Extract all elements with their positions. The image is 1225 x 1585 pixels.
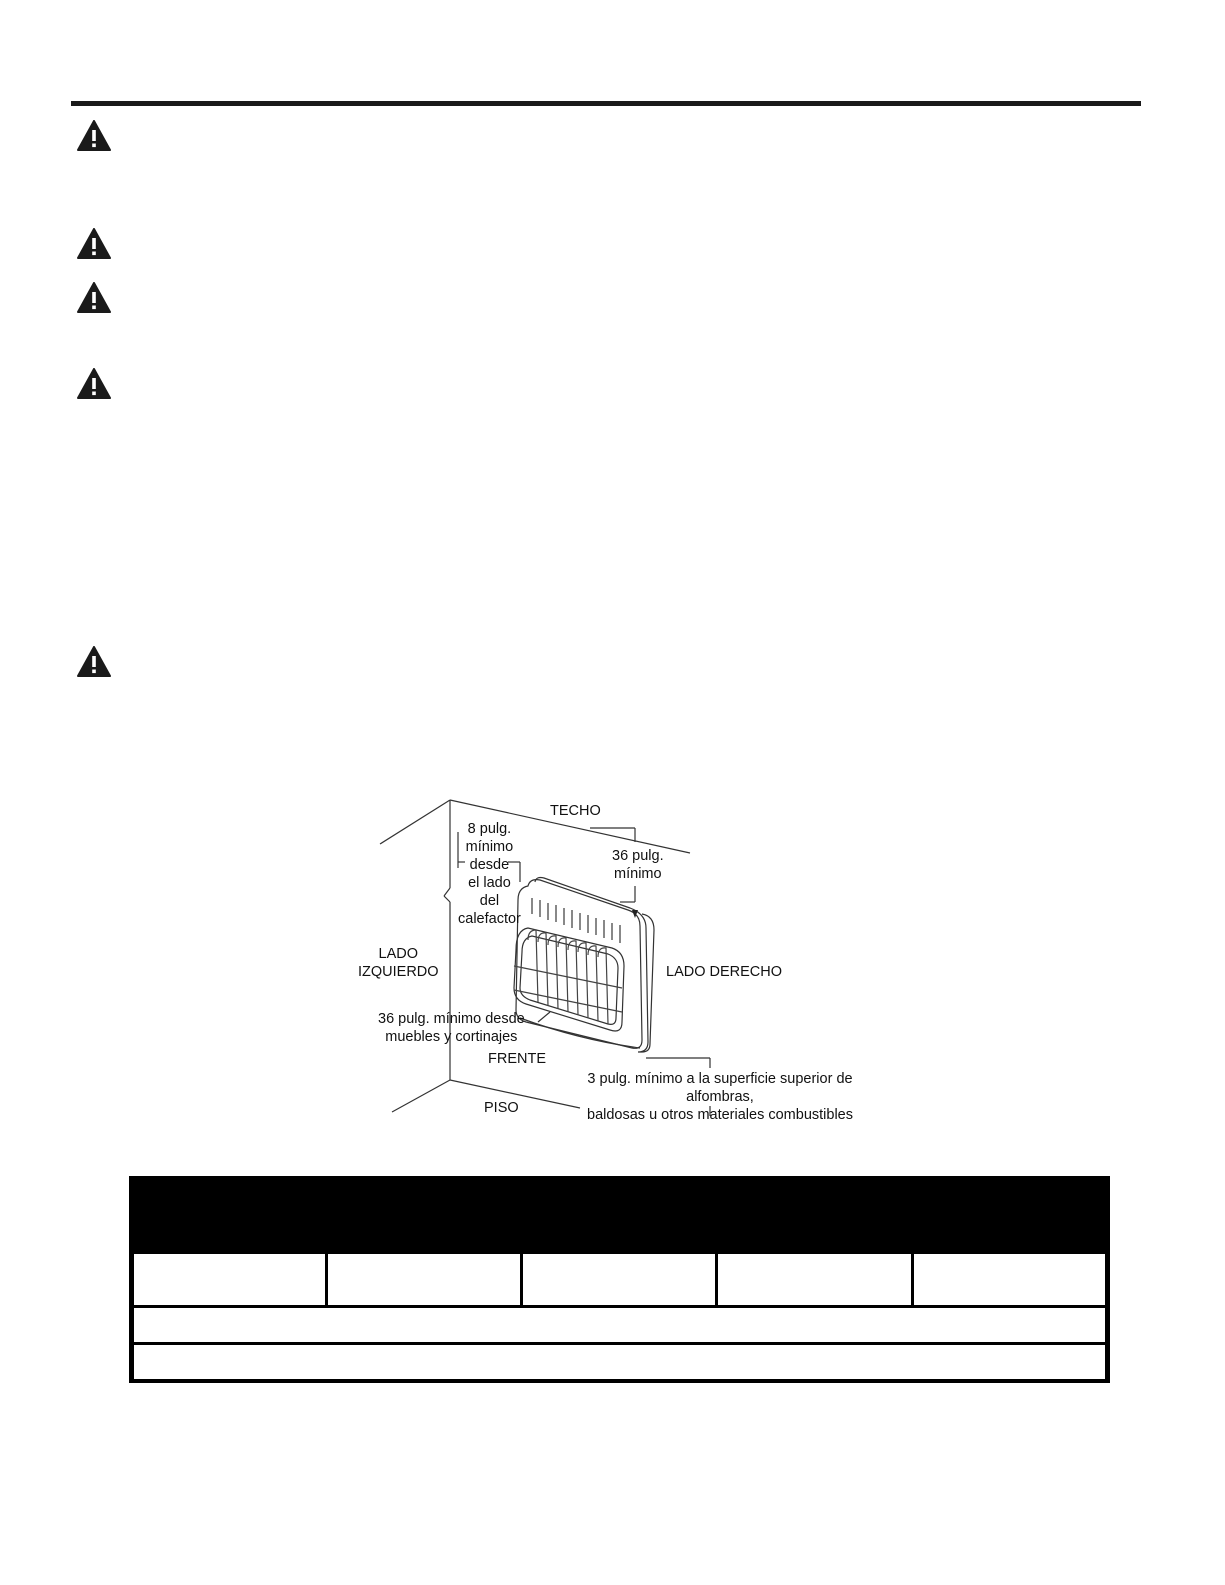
- heater-clearance-diagram: [350, 790, 880, 1122]
- label-frente: FRENTE: [488, 1051, 546, 1067]
- table-cell: [328, 1254, 520, 1305]
- label-floor-minimum: 3 pulg. mínimo a la superficie superior de alfombras, baldosas u otros materiales combustibles: [587, 1071, 853, 1123]
- label-piso: PISO: [484, 1100, 519, 1116]
- warning-triangle-icon: [77, 120, 111, 152]
- table-row: [134, 1308, 1105, 1342]
- table-row: [134, 1345, 1105, 1379]
- label-furniture-minimum: 36 pulg. mínimo desde muebles y cortinajes: [378, 1011, 525, 1045]
- label-techo: TECHO: [550, 803, 601, 819]
- warning-triangle-icon: [77, 282, 111, 314]
- label-side-minimum: 8 pulg. mínimo desde el lado del calefactor: [458, 821, 521, 927]
- warning-triangle-icon: [77, 646, 111, 678]
- table-cell: [718, 1254, 911, 1305]
- warning-triangle-icon: [77, 228, 111, 260]
- table-cell: [914, 1254, 1105, 1305]
- clearance-table: [129, 1176, 1110, 1383]
- label-ceiling-minimum: 36 pulg. mínimo: [612, 848, 664, 882]
- label-lado-derecho: LADO DERECHO: [666, 964, 783, 980]
- label-lado-izquierdo: LADO IZQUIERDO: [358, 946, 439, 980]
- top-rule: [71, 101, 1141, 106]
- warning-triangle-icon: [77, 368, 111, 400]
- table-cell: [523, 1254, 715, 1305]
- table-cell: [134, 1254, 325, 1305]
